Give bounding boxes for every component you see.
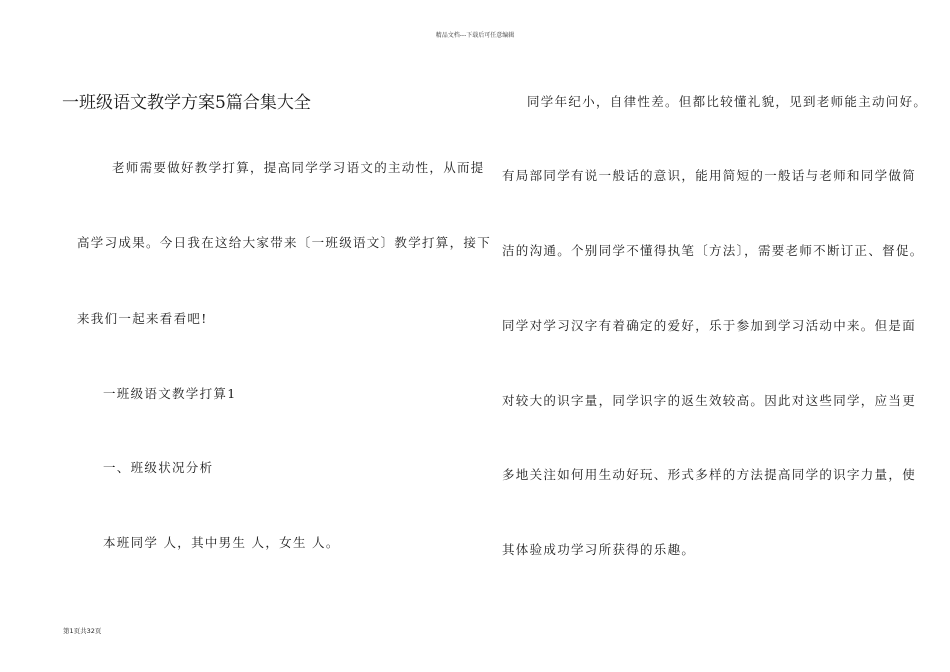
paragraph-line: 本班同学 人，其中男生 人，女生 人。: [103, 535, 340, 550]
page-footer: 第1页共32页: [63, 627, 102, 635]
paragraph-line: 其体验成功学习所获得的乐趣。: [502, 542, 696, 557]
paragraph-line: 有局部同学有说一般话的意识，能用简短的一般话与老师和同学做简: [502, 168, 917, 183]
page-header: 精品文档---下载后可任意编辑: [435, 32, 515, 39]
document-title: 一班级语文教学方案5篇合集大全: [62, 93, 311, 113]
paragraph-line: 对较大的识字量，同学识字的返生效较高。因此对这些同学，应当更: [502, 393, 917, 408]
paragraph-line: 同学对学习汉字有着确定的爱好，乐于参加到学习活动中来。但是面: [502, 318, 917, 333]
paragraph-line: 高学习成果。今日我在这给大家带来〔一班级语文〕教学打算，接下: [77, 235, 492, 250]
section-heading: 一班级语文教学打算1: [103, 386, 237, 401]
paragraph-line: 来我们一起来看看吧!: [77, 311, 208, 326]
paragraph-line: 洁的沟通。个别同学不懂得执笔〔方法〕，需要老师不断订正、督促。: [502, 243, 924, 258]
paragraph-line: 多地关注如何用生动好玩、形式多样的方法提高同学的识字力量，使: [502, 467, 917, 482]
paragraph-line: 同学年纪小，自律性差。但都比较懂礼貌，见到老师能主动问好。: [527, 94, 928, 109]
section-heading: 一、班级状况分析: [103, 460, 214, 475]
paragraph-line: 老师需要做好教学打算，提高同学学习语文的主动性，从而提: [112, 160, 485, 175]
